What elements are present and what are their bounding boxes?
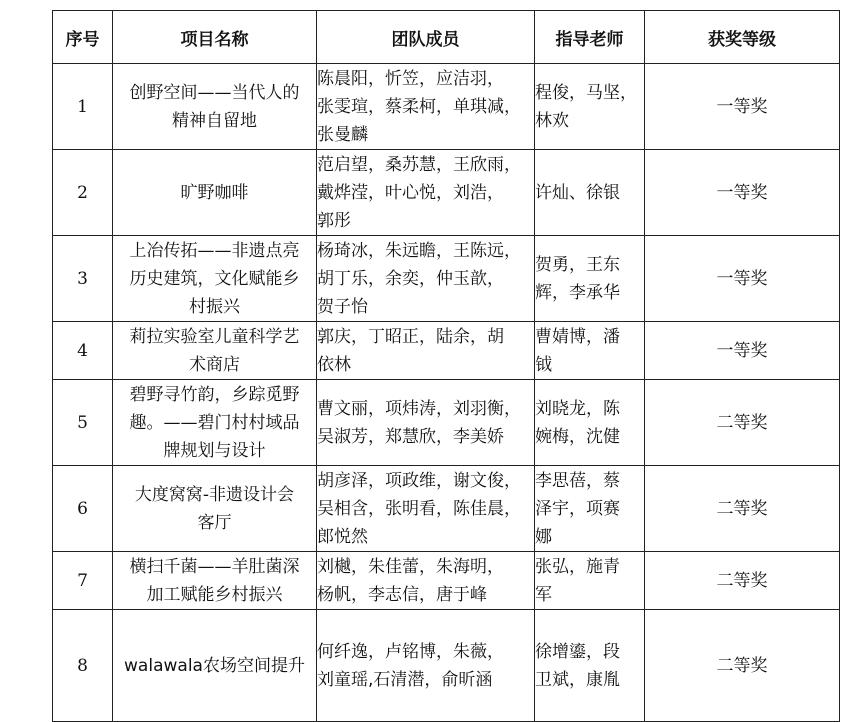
cell-team-members: 陈晨阳，忻笠，应洁羽， 张雯瑄，蔡柔柯，单琪减， 张曼麟	[317, 64, 535, 150]
table-row	[53, 466, 840, 552]
cell-advisors: 张弘，施青 军	[535, 552, 645, 610]
header-award-level: 获奖等级	[645, 11, 840, 64]
table-row	[53, 610, 840, 722]
cell-project-name: 大度窝窝-非遗设计会 客厅	[113, 466, 317, 552]
header-no: 序号	[53, 11, 113, 64]
award-table	[52, 10, 840, 722]
cell-advisors: 徐增鎏，段 卫斌，康胤	[535, 610, 645, 722]
cell-team-members: 郭庆，丁昭正，陆余，胡 依林	[317, 322, 535, 380]
cell-team-members: 杨琦冰，朱远瞻，王陈远， 胡丁乐，余奕，仲玉歆， 贺子怡	[317, 236, 535, 322]
table-row	[53, 380, 840, 466]
cell-award-level: 二等奖	[645, 552, 840, 610]
cell-project-name: 创野空间——当代人的 精神自留地	[113, 64, 317, 150]
cell-award-level: 二等奖	[645, 466, 840, 552]
cell-no: 4	[53, 322, 113, 380]
header-advisors: 指导老师	[535, 11, 645, 64]
cell-advisors: 程俊，马坚， 林欢	[535, 64, 645, 150]
cell-award-level: 一等奖	[645, 64, 840, 150]
cell-no: 7	[53, 552, 113, 610]
cell-team-members: 曹文丽，项炜涛，刘羽衡， 吴淑芳，郑慧欣，李美娇	[317, 380, 535, 466]
header-team-members: 团队成员	[317, 11, 535, 64]
cell-project-name: 碧野寻竹韵，乡踪觅野 趣。——碧门村村域品 牌规划与设计	[113, 380, 317, 466]
table-row	[53, 236, 840, 322]
table-row	[53, 552, 840, 610]
cell-team-members: 范启望，桑苏慧，王欣雨， 戴烨滢，叶心悦，刘浩， 郭彤	[317, 150, 535, 236]
table-row	[53, 150, 840, 236]
cell-award-level: 一等奖	[645, 150, 840, 236]
cell-team-members: 胡彦泽，项政维，谢文俊， 吴相含，张明看，陈佳晨， 郎悦然	[317, 466, 535, 552]
cell-project-name: 横扫千菌——羊肚菌深 加工赋能乡村振兴	[113, 552, 317, 610]
cell-advisors: 刘晓龙，陈 婉梅，沈健	[535, 380, 645, 466]
cell-award-level: 二等奖	[645, 610, 840, 722]
cell-no: 3	[53, 236, 113, 322]
cell-project-name: 莉拉实验室儿童科学艺 术商店	[113, 322, 317, 380]
cell-no: 5	[53, 380, 113, 466]
cell-no: 6	[53, 466, 113, 552]
cell-advisors: 曹婧博，潘 钺	[535, 322, 645, 380]
cell-team-members: 何纤逸，卢铭博，朱薇， 刘童瑶,石清潜，俞昕涵	[317, 610, 535, 722]
header-row	[53, 11, 840, 64]
cell-no: 2	[53, 150, 113, 236]
header-project-name: 项目名称	[113, 11, 317, 64]
cell-no: 1	[53, 64, 113, 150]
table-row	[53, 322, 840, 380]
cell-project-name: 上冶传拓——非遗点亮 历史建筑，文化赋能乡 村振兴	[113, 236, 317, 322]
cell-award-level: 一等奖	[645, 236, 840, 322]
cell-project-name: 旷野咖啡	[113, 150, 317, 236]
cell-team-members: 刘樾，朱佳蕾，朱海明， 杨帆，李志信，唐于峰	[317, 552, 535, 610]
cell-no: 8	[53, 610, 113, 722]
cell-award-level: 一等奖	[645, 322, 840, 380]
cell-advisors: 李思蓓，蔡 泽宇，项赛 娜	[535, 466, 645, 552]
cell-award-level: 二等奖	[645, 380, 840, 466]
cell-advisors: 许灿、徐银	[535, 150, 645, 236]
cell-project-name: walawala农场空间提升	[113, 610, 317, 722]
table-row	[53, 64, 840, 150]
cell-advisors: 贺勇，王东 辉，李承华	[535, 236, 645, 322]
